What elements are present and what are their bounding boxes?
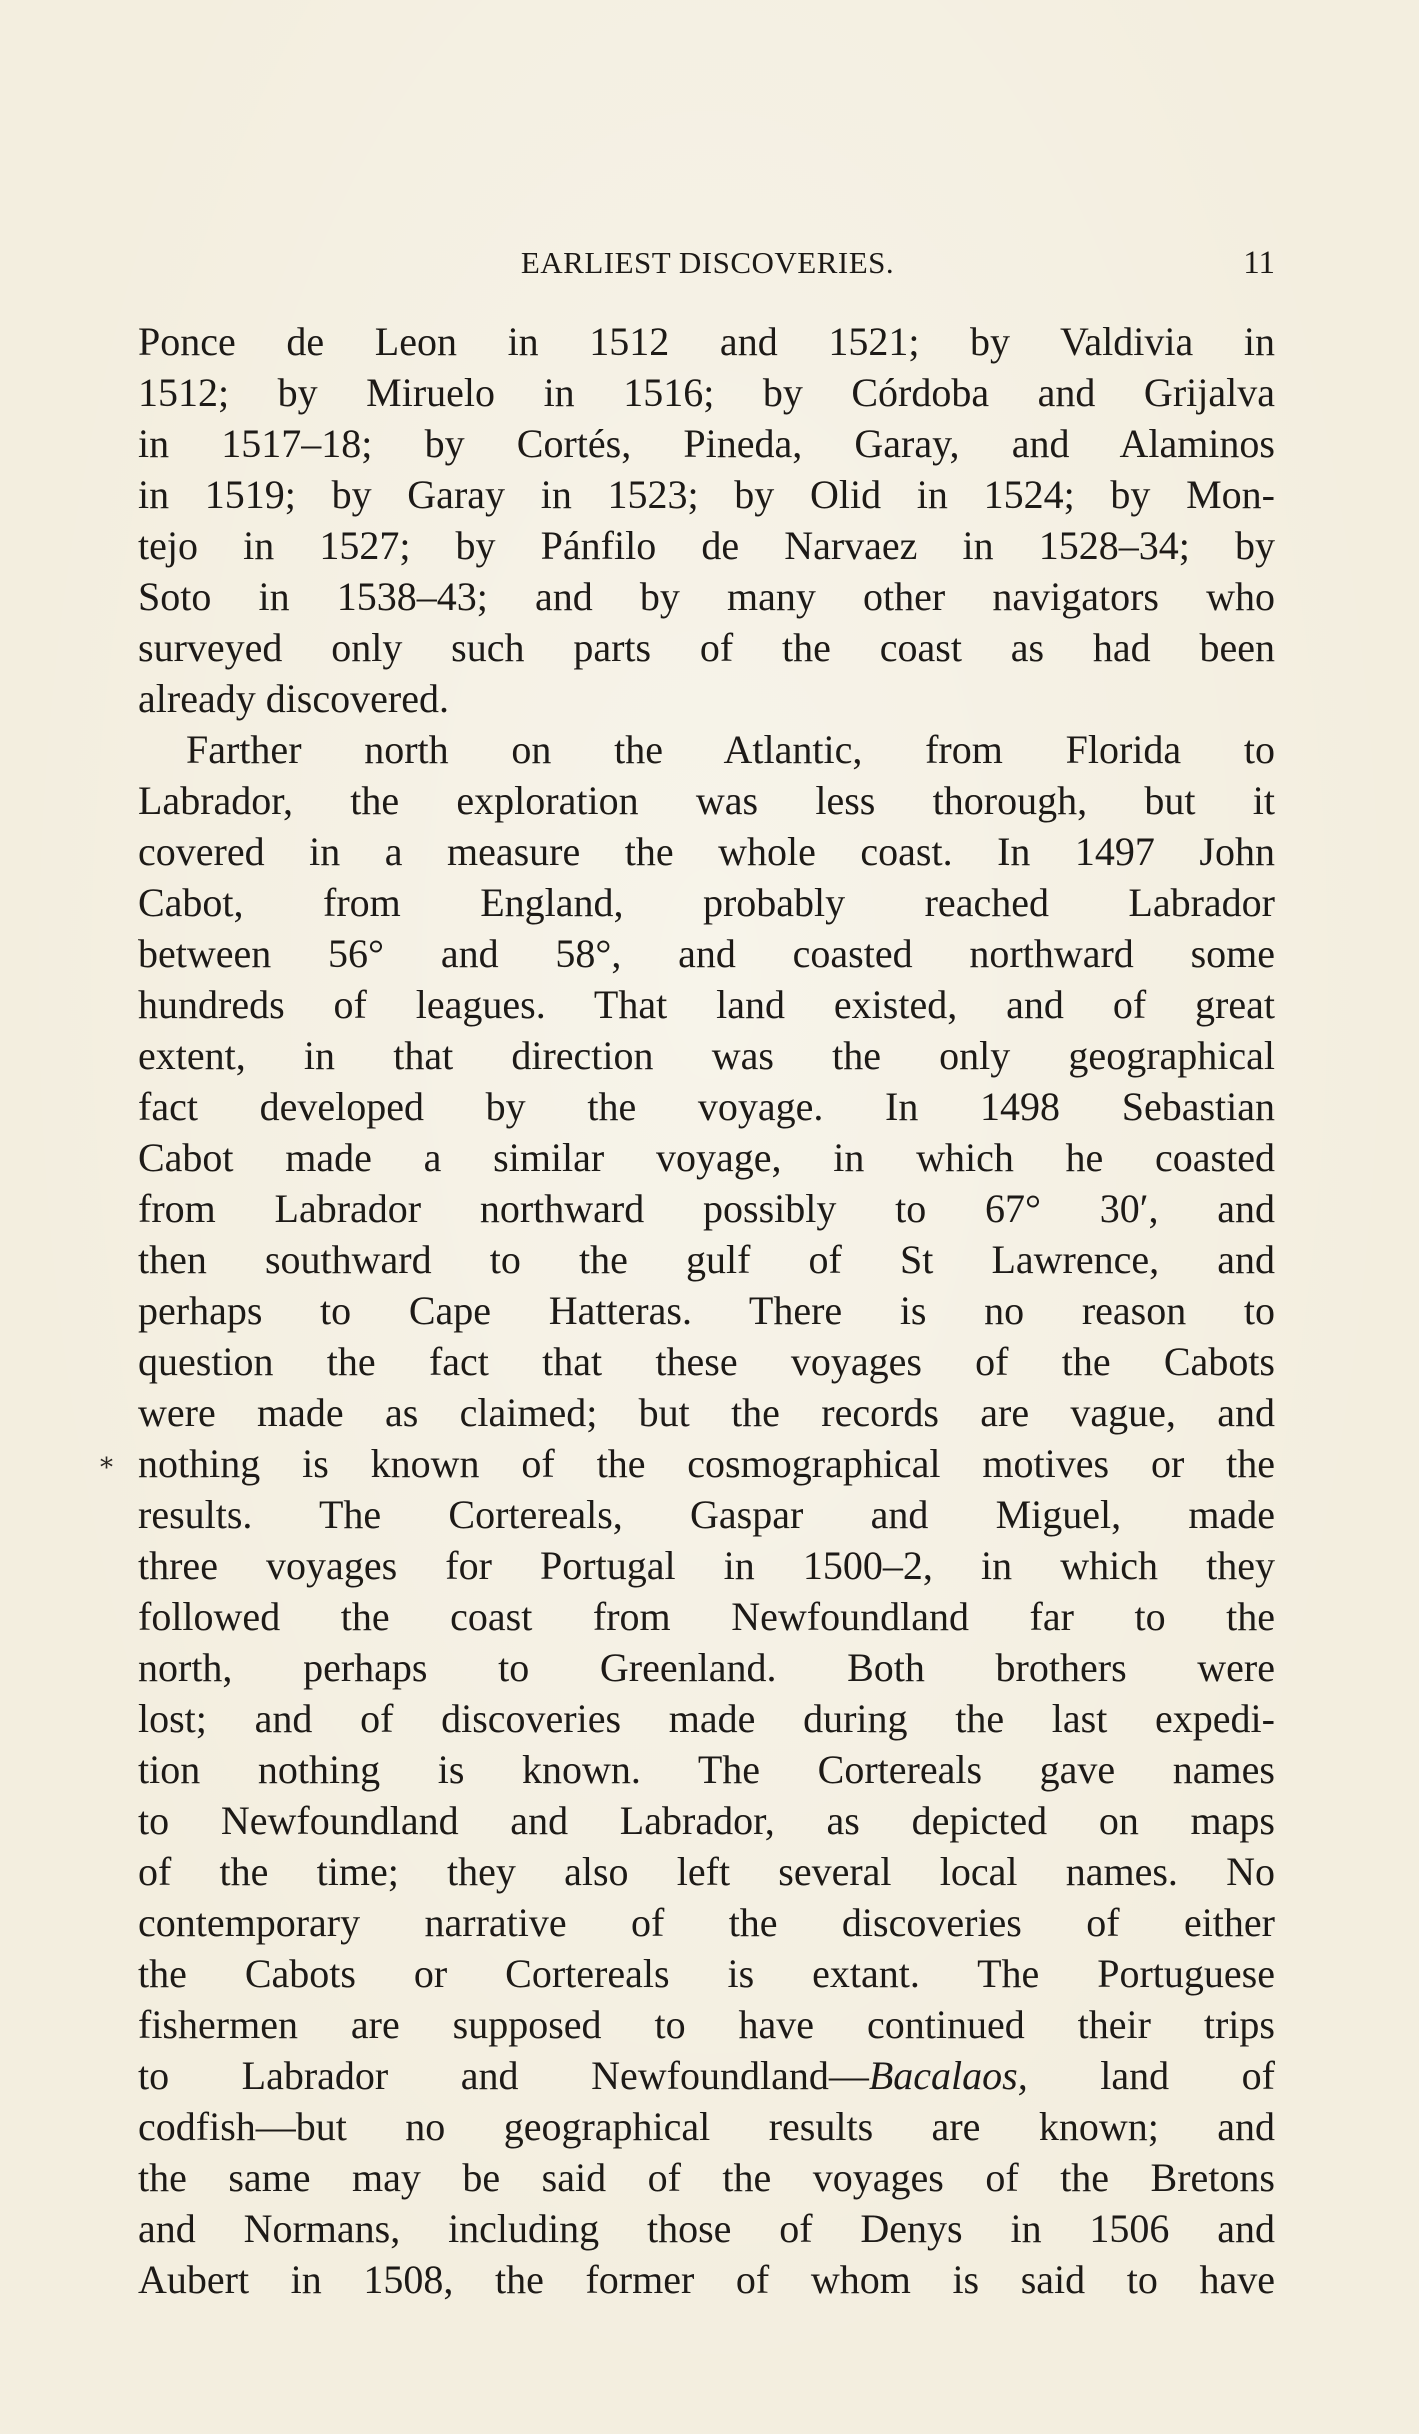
- text-line: question the fact that these voyages of the Cabots: [138, 1339, 1275, 1384]
- text-line: to Newfoundland and Labrador, as depicted on maps: [138, 1798, 1275, 1843]
- text-line: were made as claimed; but the records are vague, and: [138, 1390, 1275, 1435]
- text-line: in 1519; by Garay in 1523; by Olid in 1524; by Mon-: [138, 472, 1275, 517]
- text-line: extent, in that direction was the only geographical: [138, 1033, 1275, 1078]
- running-title: EARLIEST DISCOVERIES.: [520, 245, 895, 280]
- text-line: Labrador, the exploration was less thorough, but it: [138, 778, 1275, 823]
- text-line: in 1517–18; by Cortés, Pineda, Garay, and Alaminos: [138, 421, 1275, 466]
- running-head: [140, 243, 1275, 283]
- text-line: of the time; they also left several local names. No: [138, 1849, 1275, 1894]
- text-line: hundreds of leagues. That land existed, and of great: [138, 982, 1275, 1027]
- text-line: tejo in 1527; by Pánfilo de Narvaez in 1528–34; by: [138, 523, 1275, 568]
- body-text: [138, 316, 1275, 2305]
- text-line: Cabot made a similar voyage, in which he coasted: [138, 1135, 1275, 1180]
- text-line: fact developed by the voyage. In 1498 Sebastian: [138, 1084, 1275, 1129]
- text-line: followed the coast from Newfoundland far to the: [138, 1594, 1275, 1639]
- text-line: covered in a measure the whole coast. In 1497 John: [138, 829, 1275, 874]
- text-line-paragraph-start: Farther north on the Atlantic, from Florida to: [186, 727, 1275, 772]
- italic-term: Bacalaos,: [868, 2053, 1028, 2098]
- text-line: fishermen are supposed to have continued their trips: [138, 2002, 1275, 2047]
- text-line: perhaps to Cape Hatteras. There is no reason to: [138, 1288, 1275, 1333]
- text-line: and Normans, including those of Denys in 1506 and: [138, 2206, 1275, 2251]
- text-line: 1512; by Miruelo in 1516; by Córdoba and Grijalva: [138, 370, 1275, 415]
- text-line-paragraph-end: already discovered.: [138, 676, 449, 721]
- text-line: between 56° and 58°, and coasted northward some: [138, 931, 1275, 976]
- text-line: Cabot, from England, probably reached Labrador: [138, 880, 1275, 925]
- text-line: from Labrador northward possibly to 67° 30′, and: [138, 1186, 1275, 1231]
- text-line: nothing is known of the cosmographical motives or the: [138, 1441, 1275, 1486]
- text-line: tion nothing is known. The Cortereals gave names: [138, 1747, 1275, 1792]
- text-line: the same may be said of the voyages of the Bretons: [138, 2155, 1275, 2200]
- text-line: Soto in 1538–43; and by many other navigators who: [138, 574, 1275, 619]
- margin-mark: ⁎: [100, 1445, 113, 1474]
- text-line: results. The Cortereals, Gaspar and Miguel, made: [138, 1492, 1275, 1537]
- text-line: Ponce de Leon in 1512 and 1521; by Valdivia in: [138, 319, 1275, 364]
- text-line: the Cabots or Cortereals is extant. The Portuguese: [138, 1951, 1275, 1996]
- text-segment: land of: [1027, 2053, 1275, 2098]
- text-line: three voyages for Portugal in 1500–2, in which they: [138, 1543, 1275, 1588]
- page-number: 11: [1243, 245, 1275, 281]
- text-line-with-italic: [138, 2050, 1275, 2101]
- text-line: lost; and of discoveries made during the last expedi-: [138, 1696, 1275, 1741]
- text-segment: to Labrador and Newfoundland—: [138, 2053, 869, 2098]
- text-line: Aubert in 1508, the former of whom is said to have: [138, 2257, 1275, 2302]
- text-line: surveyed only such parts of the coast as had been: [138, 625, 1275, 670]
- text-line: north, perhaps to Greenland. Both brothers were: [138, 1645, 1275, 1690]
- text-line: contemporary narrative of the discoveries of either: [138, 1900, 1275, 1945]
- text-line: then southward to the gulf of St Lawrence, and: [138, 1237, 1275, 1282]
- text-line: codfish—but no geographical results are known; and: [138, 2104, 1275, 2149]
